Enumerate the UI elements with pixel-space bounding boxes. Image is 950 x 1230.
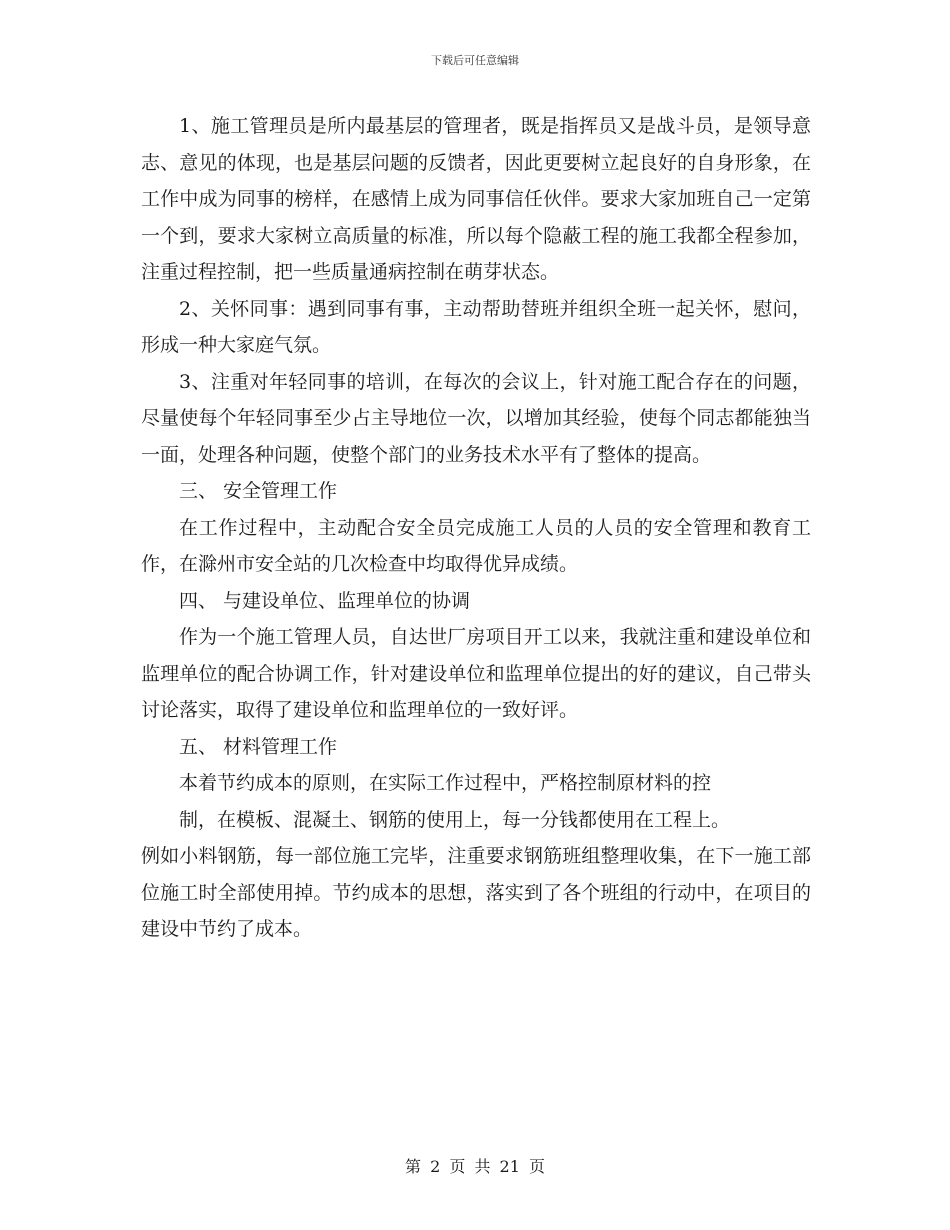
section-heading-coordination: 四、 与建设单位、监理单位的协调 [179,589,471,612]
section-heading-materials: 五、 材料管理工作 [179,735,338,758]
page-header: 下载后可任意编辑 [431,54,519,67]
paragraph-2: 2、关怀同事：遇到同事有事，主动帮助替班并组织全班一起关怀，慰问，形成一种大家庭气氛。 [141,297,811,356]
page-footer: 第 2 页 共 21 页 [405,1157,545,1176]
document-body [141,108,811,948]
paragraph-1: 1、施工管理员是所内最基层的管理者，既是指挥员又是战斗员，是领导意志、意见的体现，也是基层问题的反馈者，因此更要树立起良好的自身形象，在工作中成为同事的榜样，在感情上成为同事信任伙伴。要求大家加班自己一定第一个到，要求大家树立高质量的标准，所以每个隐蔽工程的施工我都全程参加，注重过程控制，把一些质量通病控制在萌芽状态。 [141,115,811,283]
paragraph-materials-line-2: 制，在模板、混凝土、钢筋的使用上，每一分钱都使用在工程上。 [179,808,731,831]
paragraph-coordination: 作为一个施工管理人员，自达世厂房项目开工以来，我就注重和建设单位和监理单位的配合协调工作，针对建设单位和监理单位提出的好的建议，自己带头讨论落实，取得了建设单位和监理单位的一致好评。 [141,626,811,721]
section-heading-safety: 三、 安全管理工作 [179,480,338,502]
paragraph-materials-line-1: 本着节约成本的原则，在实际工作过程中，严格控制原材料的控 [179,772,712,794]
paragraph-3: 3、注重对年轻同事的培训，在每次的会议上，针对施工配合存在的问题，尽量使每个年轻同事至少占主导地位一次，以增加其经验，使每个同志都能独当一面，处理各种问题，使整个部门的业务技术水平有了整体的提高。 [141,370,811,466]
paragraph-materials-rest: 例如小料钢筋，每一部位施工完毕，注重要求钢筋班组整理收集，在下一施工部位施工时全部使用掉。节约成本的思想，落实到了各个班组的行动中，在项目的建设中节约了成本。 [141,845,811,940]
paragraph-safety: 在工作过程中，主动配合安全员完成施工人员的人员的安全管理和教育工作，在滁州市安全站的几次检查中均取得优异成绩。 [141,516,811,575]
